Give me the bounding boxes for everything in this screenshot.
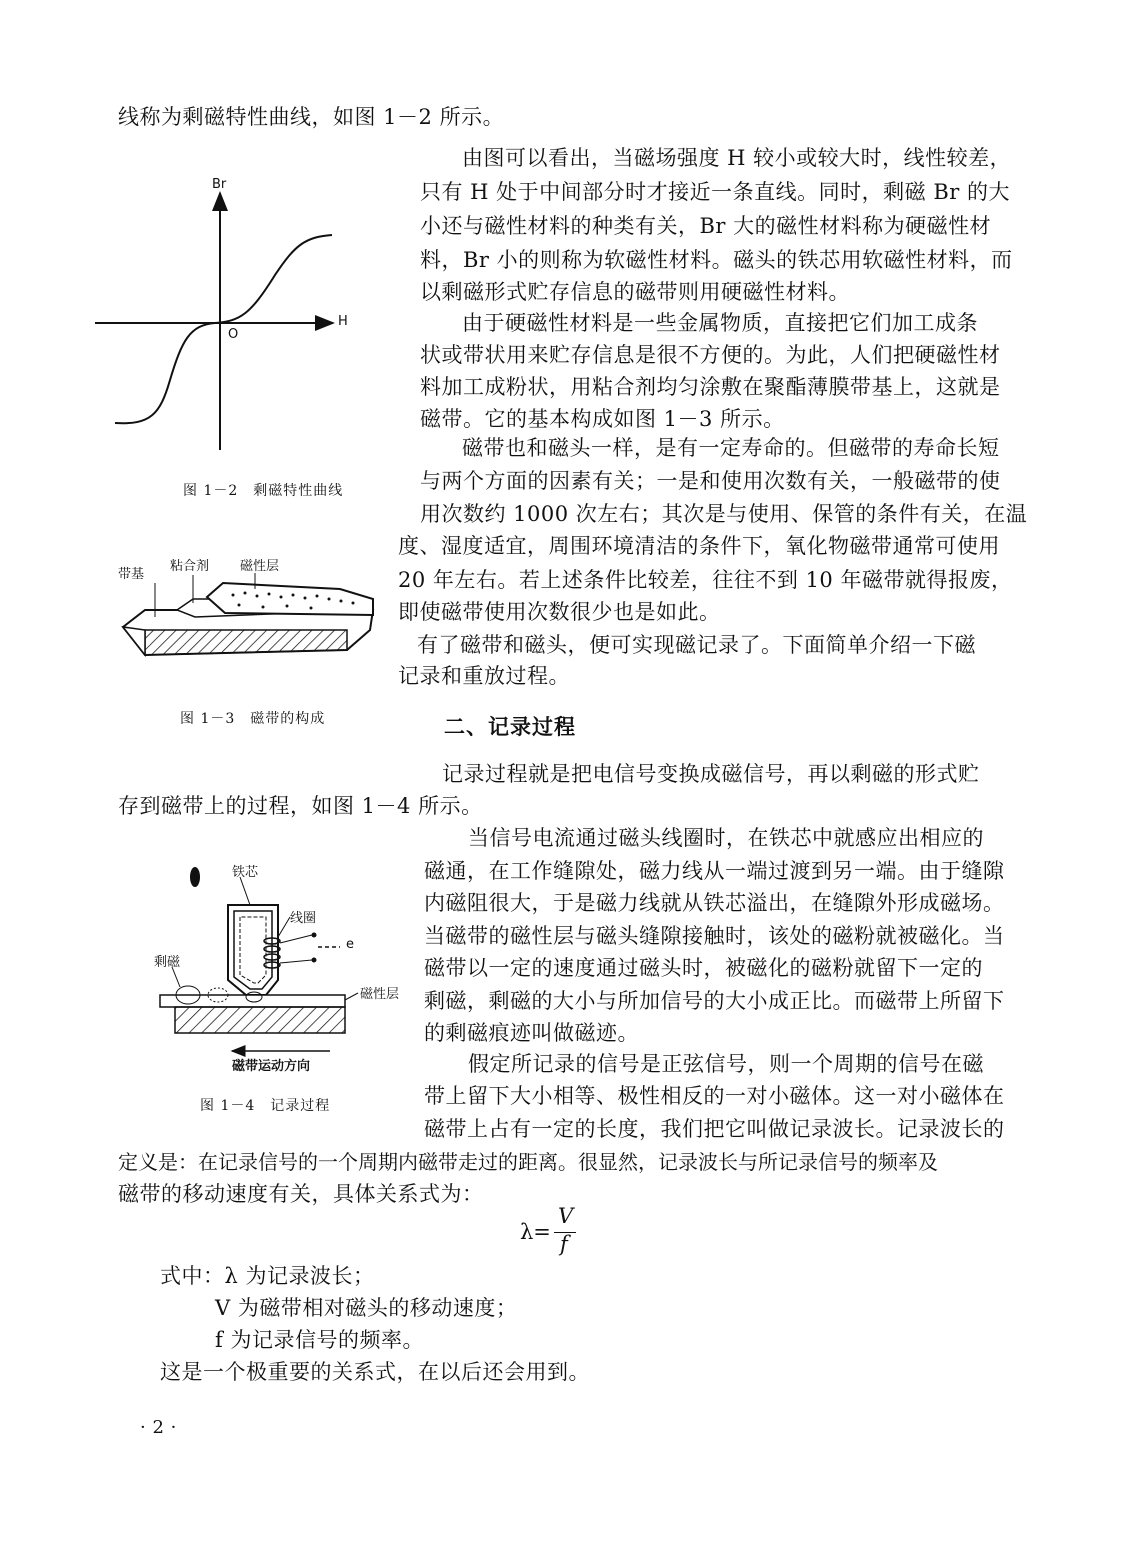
magnetic-layer-label: 磁性层	[240, 559, 280, 574]
figure-remanence-curve	[90, 175, 370, 465]
text-line: 料，Br 小的则称为软磁性材料。磁头的铁芯用软磁性材料，而	[420, 248, 1013, 272]
text-line: 用次数约 1000 次左右；其次是与使用、保管的条件有关，在温	[420, 502, 1028, 526]
text-line: 度、湿度适宜，周围环境清洁的条件下，氧化物磁带通常可使用	[398, 534, 1000, 558]
origin-label: O	[228, 327, 239, 342]
tape-direction-label: 磁带运动方向	[232, 1059, 311, 1074]
figure-tape-structure	[115, 555, 380, 675]
text-line: 20 年左右。若上述条件比较差，往往不到 10 年磁带就得报废，	[398, 568, 1013, 592]
formula-lhs: λ=	[520, 1220, 551, 1244]
text-line: 假定所记录的信号是正弦信号，则一个周期的信号在磁	[468, 1052, 984, 1076]
text-line: 记录过程就是把电信号变换成磁信号，再以剩磁的形式贮	[442, 762, 980, 786]
text-line: 即使磁带使用次数很少也是如此。	[398, 600, 721, 624]
text-line: 小还与磁性材料的种类有关，Br 大的磁性材料称为硬磁性材	[420, 214, 992, 238]
text-line: 磁带的移动速度有关，具体关系式为：	[118, 1182, 484, 1206]
figure-recording-process	[150, 855, 410, 1075]
text-line: 料加工成粉状，用粘合剂均匀涂敷在聚酯薄膜带基上，这就是	[420, 375, 1001, 399]
text-line: 只有 H 处于中间部分时才接近一条直线。同时，剩磁 Br 的大	[420, 180, 1010, 204]
text-line: 记录和重放过程。	[398, 664, 570, 688]
text-line: 由于硬磁性材料是一些金属物质，直接把它们加工成条	[462, 311, 978, 335]
page-number: · 2 ·	[140, 1417, 177, 1438]
text-line: 的剩磁痕迹叫做磁迹。	[424, 1021, 639, 1045]
magnetic-layer-label: 磁性层	[360, 987, 400, 1002]
text-line: 与两个方面的因素有关；一是和使用次数有关，一般磁带的使	[420, 469, 1001, 493]
text-line: 以剩磁形式贮存信息的磁带则用硬磁性材料。	[420, 280, 850, 304]
text-line: 内磁阻很大，于是磁力线就从铁芯溢出，在缝隙外形成磁场。	[424, 891, 1005, 915]
text-line: 式中：λ 为记录波长；	[160, 1264, 375, 1288]
section-heading: 二、记录过程	[444, 715, 576, 739]
text-line: 当信号电流通过磁头线圈时，在铁芯中就感应出相应的	[468, 826, 984, 850]
glue-label: 粘合剂	[170, 559, 210, 574]
formula	[520, 1206, 590, 1266]
text-line: V 为磁带相对磁头的移动速度；	[215, 1296, 518, 1320]
remanence-curve-svg	[90, 175, 370, 465]
text-line: 磁带以一定的速度通过磁头时，被磁化的磁粉就留下一定的	[424, 956, 983, 980]
text-line: 磁带上占有一定的长度，我们把它叫做记录波长。记录波长的	[424, 1117, 1005, 1141]
text-line: 状或带状用来贮存信息是很不方便的。为此，人们把硬磁性材	[420, 343, 1001, 367]
figure-caption: 图 1－4 记录过程	[200, 1098, 331, 1114]
text-line: 带上留下大小相等、极性相反的一对小磁体。这一对小磁体在	[424, 1084, 1005, 1108]
text-line: 定义是：在记录信号的一个周期内磁带走过的距离。很显然，记录波长与所记录信号的频率及	[118, 1150, 938, 1174]
text-line: 剩磁，剩磁的大小与所加信号的大小成正比。而磁带上所留下	[424, 989, 1005, 1013]
formula-numerator: V	[558, 1204, 574, 1228]
formula-denominator: f	[560, 1232, 568, 1256]
text-line: 这是一个极重要的关系式，在以后还会用到。	[160, 1360, 590, 1384]
text-line: 当磁带的磁性层与磁头缝隙接触时，该处的磁粉就被磁化。当	[424, 924, 1005, 948]
x-axis-label: H	[338, 314, 348, 329]
text-line: 磁通，在工作缝隙处，磁力线从一端过渡到另一端。由于缝隙	[424, 859, 1005, 883]
core-label: 铁芯	[232, 865, 259, 880]
text-line: 存到磁带上的过程，如图 1－4 所示。	[118, 794, 483, 818]
text-line: 磁带。它的基本构成如图 1－3 所示。	[420, 407, 785, 431]
text-line: 由图可以看出，当磁场强度 H 较小或较大时，线性较差，	[462, 146, 1012, 170]
text-line: f 为记录信号的频率。	[215, 1328, 424, 1352]
figure-caption: 图 1－3 磁带的构成	[180, 711, 326, 727]
text-line: 有了磁带和磁头，便可实现磁记录了。下面简单介绍一下磁	[417, 633, 976, 657]
base-label: 带基	[118, 567, 145, 582]
y-axis-label: Br	[212, 177, 227, 192]
coil-label: 线圈	[290, 911, 317, 926]
emf-label: e	[346, 937, 354, 952]
text-line: 线称为剩磁特性曲线，如图 1－2 所示。	[118, 105, 505, 129]
figure-caption: 图 1－2 剩磁特性曲线	[183, 483, 344, 499]
recording-process-svg	[150, 855, 410, 1075]
remanence-label: 剩磁	[154, 955, 181, 970]
text-line: 磁带也和磁头一样，是有一定寿命的。但磁带的寿命长短	[462, 436, 1000, 460]
